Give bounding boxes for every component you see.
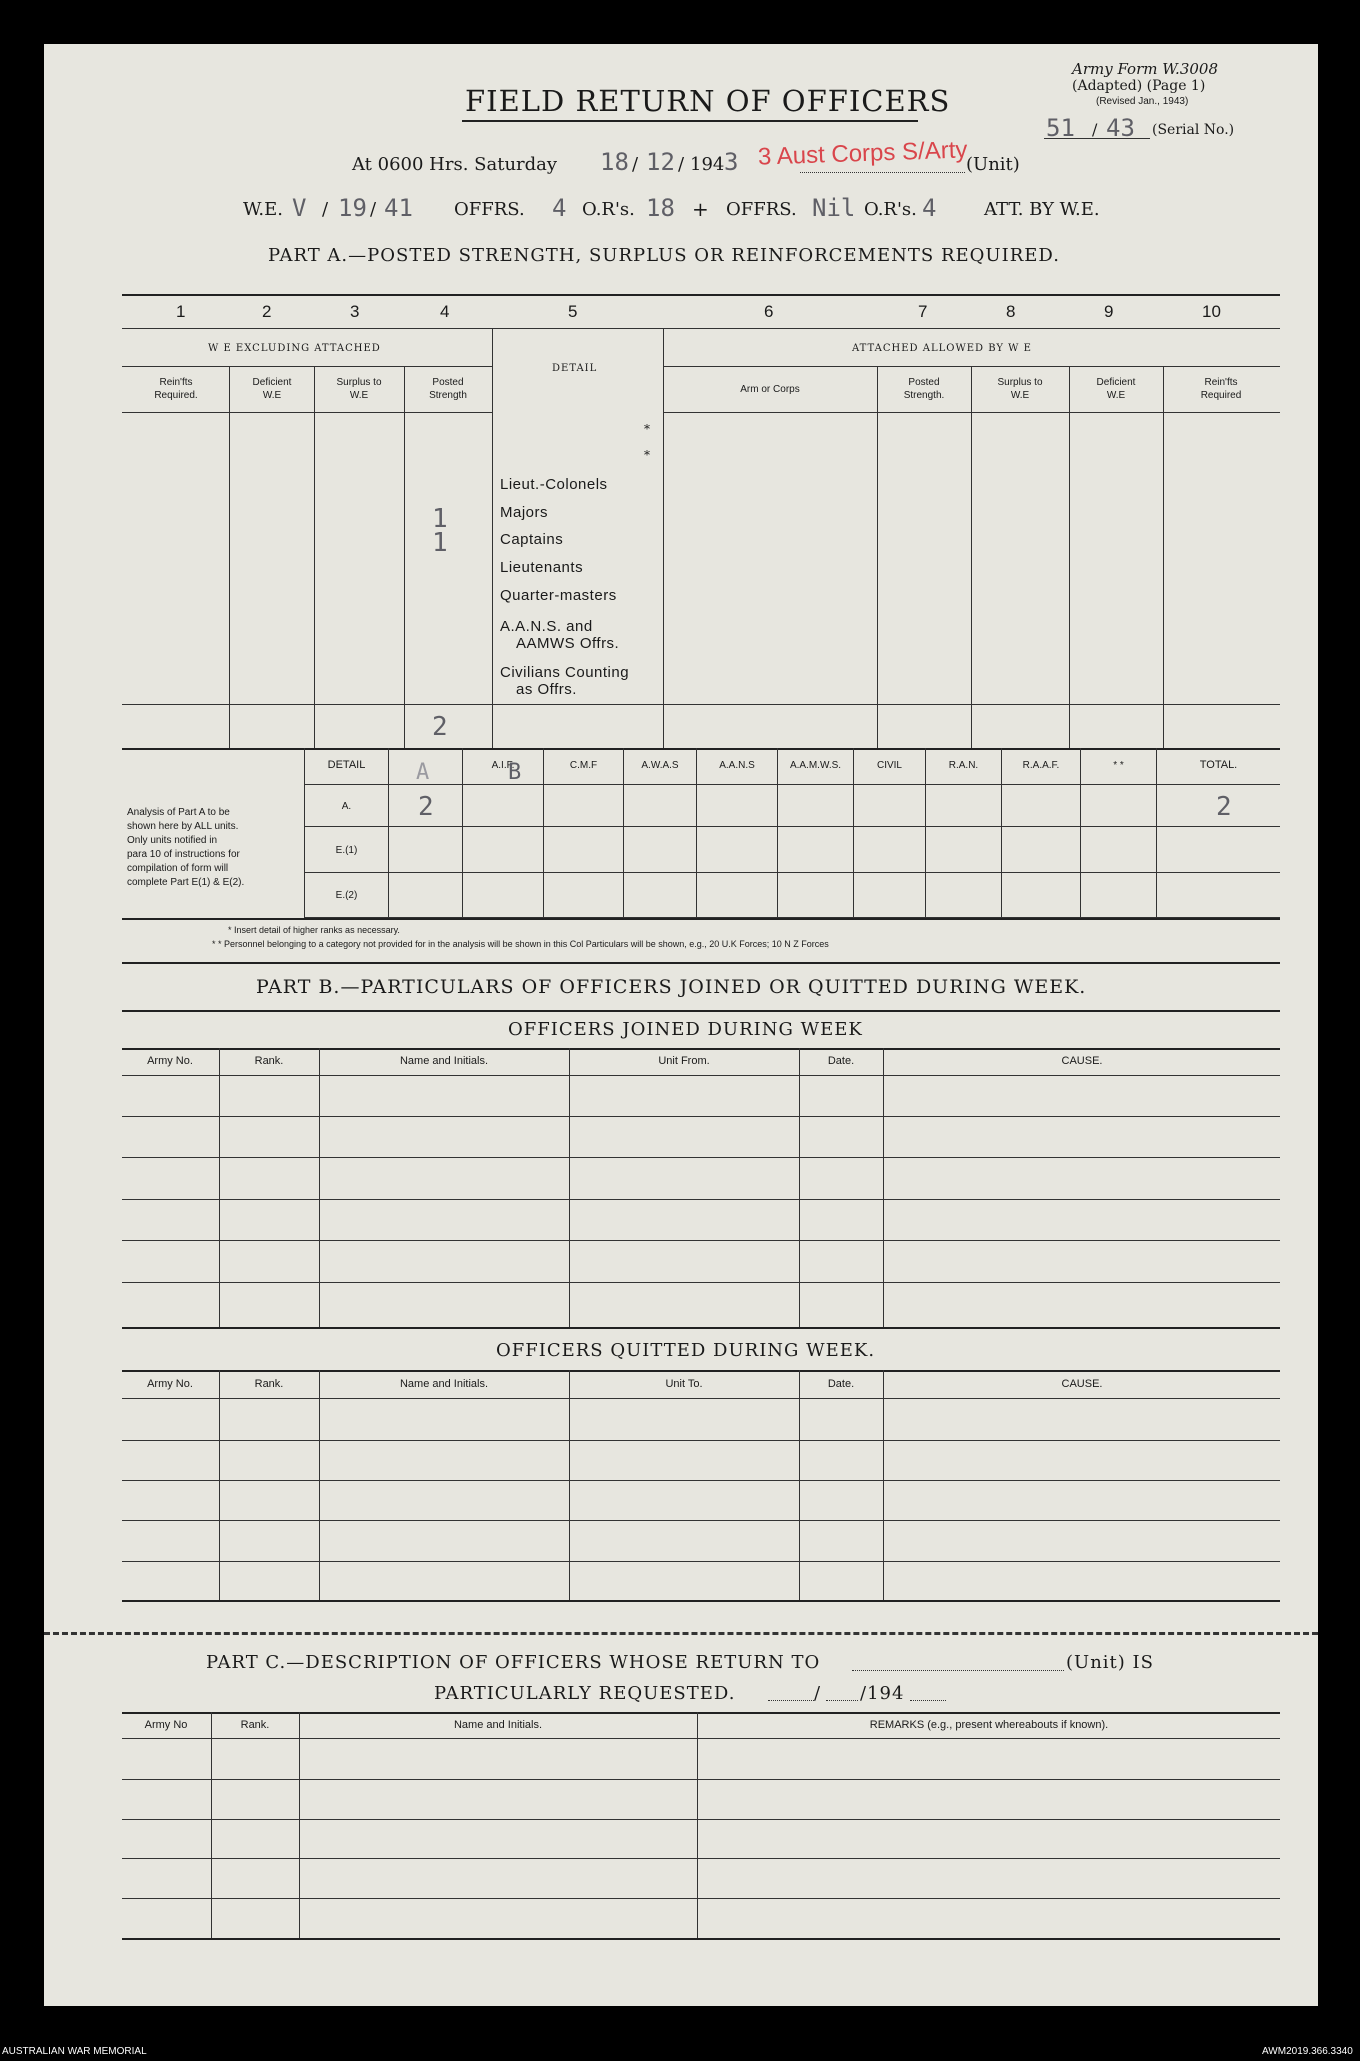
col-number-7: 7 [918,302,928,321]
an-row-e2: E.(2) [335,890,358,901]
an-hdr-awas: A.W.A.S [641,760,679,771]
ors2-label: O.R's. [864,199,917,220]
an-row-e1: E.(1) [335,845,358,856]
an-hdr-ran: R.A.N. [948,760,979,771]
unit-label: (Unit) [966,154,1020,175]
date-day: 18 [600,148,629,176]
joined-col-date: Date. [827,1055,855,1067]
an-a-value: 2 [418,792,434,822]
form-title: FIELD RETURN OF OFFICERS [465,84,951,118]
col-posted-strength: Posted Strength [429,377,467,401]
quitted-title: OFFICERS QUITTED DURING WEEK. [496,1340,876,1361]
col-number-8: 8 [1006,302,1016,321]
partc-col-remarks: REMARKS (e.g., present whereabouts if known). [869,1719,1109,1731]
ors2-value: 4 [922,194,937,222]
an-hdr-aamws: A.A.M.W.S. [789,760,842,771]
rank-lieutenants: Lieutenants [500,559,584,576]
part-c-line2-prefix: PARTICULARLY REQUESTED. [434,1683,736,1704]
date-month: 12 [646,148,675,176]
quitted-col-army-no: Army No. [147,1378,193,1390]
posted-total: 2 [432,712,448,742]
serial-value-a: 51 [1046,114,1075,142]
rank-aans: A.A.N.S. and [500,618,593,635]
an-hdr-detail: DETAIL [327,759,366,771]
col-number-2: 2 [262,302,272,321]
att-label: ATT. BY W.E. [984,199,1100,220]
partc-col-rank: Rank. [240,1719,270,1731]
col-att-posted-strength: Posted Strength. [903,377,945,401]
offrs-value: 4 [552,194,567,222]
part-a-heading: PART A.—POSTED STRENGTH, SURPLUS OR REINFORCEMENTS REQUIRED. [268,245,1060,266]
joined-col-army-no: Army No. [147,1055,193,1067]
plus-sign: + [692,197,709,221]
col-number-5: 5 [568,302,578,321]
serial-sep: / [1092,120,1098,139]
quitted-col-rank: Rank. [254,1378,284,1390]
an-hdr-civil: CIVIL [876,760,902,771]
col-reinfts-required: Rein'fts Required. [154,377,198,401]
an-hdr-aans: A.A.N.S [719,760,755,771]
joined-col-cause: CAUSE. [1061,1055,1103,1067]
we-c: 41 [384,194,413,222]
part-c-line2-year: /194 [860,1683,905,1704]
we-label: W.E. [243,199,283,220]
an-hdr-total: TOTAL. [1199,759,1238,771]
rank-lieut-colonels: Lieut.-Colonels [500,476,608,493]
we-a: V [292,194,307,222]
col-surplus-we: Surplus to W.E [336,377,382,401]
ors-value: 18 [646,194,675,222]
serial-label: (Serial No.) [1152,122,1235,138]
rank-civilians: Civilians Counting [500,664,630,681]
date-year-digit: 3 [724,148,739,176]
col-number-3: 3 [350,302,360,321]
form-ref-line2: (Adapted) (Page 1) [1072,78,1206,94]
asterisk-2: * [644,448,650,462]
group-left-header: W E EXCLUDING ATTACHED [208,343,381,354]
col-number-9: 9 [1104,302,1114,321]
unit-stamp: 3 Aust Corps S/Arty [757,136,968,171]
serial-value-b: 43 [1106,114,1135,142]
part-b-heading: PART B.—PARTICULARS OF OFFICERS JOINED OR QUITTED DURING WEEK. [256,976,1087,998]
col-number-1: 1 [176,302,186,321]
col-deficient-we: Deficient W.E [252,377,292,401]
joined-col-unit-from: Unit From. [658,1055,710,1067]
rank-quarter-masters: Quarter-masters [500,587,617,604]
perforation-line [44,1632,1318,1635]
quitted-col-date: Date. [827,1378,855,1390]
joined-col-rank: Rank. [254,1055,284,1067]
quitted-col-unit-to: Unit To. [665,1378,703,1390]
rank-majors: Majors [500,504,549,521]
date-year-prefix: 194 [690,154,725,175]
col-number-6: 6 [764,302,774,321]
joined-title: OFFICERS JOINED DURING WEEK [508,1019,863,1040]
rank-civilians-2: as Offrs. [516,681,577,698]
footer-institution: AUSTRALIAN WAR MEMORIAL [2,2046,147,2057]
offrs-label: OFFRS. [454,199,525,220]
asterisk-1: * [644,422,650,436]
partc-col-army-no: Army No [144,1719,188,1731]
footer-accession-number: AWM2019.366.3340 [1262,2046,1353,2057]
footnote-2: * * Personnel belonging to a category not provided for in the analysis will be shown in this Col Particulars will be shown, e.g., 20 U.K Forces; 10 N Z Forces [212,939,829,949]
an-hdr-b-handwritten: B [508,760,522,785]
offrs2-label: OFFRS. [726,199,797,220]
an-hdr-other: * * [1113,760,1124,771]
an-hdr-cmf: C.M.F [569,760,598,771]
offrs2-value: Nil [812,194,856,222]
quitted-col-name: Name and Initials. [399,1378,489,1390]
an-total-value: 2 [1216,792,1232,822]
posted-majors: 1 [432,504,448,534]
group-right-header: ATTACHED ALLOWED BY W E [852,343,1032,354]
at-line-prefix: At 0600 Hrs. Saturday [352,154,558,175]
ors-label: O.R's. [582,199,635,220]
detail-header: DETAIL [552,363,598,374]
an-hdr-a-handwritten: A [416,760,430,785]
scanned-document-viewer: Army Form W.3008 (Adapted) (Page 1) (Revised Jan., 1943) 51 / 43 (Serial No.) FIELD RETURN OF OFFICERS At 0600 Hrs. Saturday 18 / 12 / 194 3 3 Aust Corps S/Arty (Unit) W.E. V / 19 / 41 OFFRS. 4 O.R's. 18 + OFFRS. Nil O.R's. 4 ATT. BY W.E. PART A.—POSTED STRENGTH, SURPLUS OR REINFORCEMENTS REQUIRED. 1 2 3 4 5 6 7 8 9 10 W E EXCLUDING ATTACHED ATTACHED ALLOWED BY W E DETAIL Rein'fts Required. Deficient W.E Surplus to W.E Posted Strength Arm or Corps Posted Strength. Surplus to W.E Deficient W.E Rein'fts Required * * Lieut.-Colonels Majors Captains Lieutenants Quarter-masters A.A.N.S. and AAMWS Offrs. Civilians Counting as Offrs. 1 1 2 DETAIL A A.I.F. B C.M.F A.W.A.S A.A.N.S A.A.M.W.S. CIVIL R.A.N. R.A.A.F. * * TOTAL. A. E.(1) E.(2) 2 2 Analysis of Part A to be shown here by ALL units. Only units notified in para 10 of instructions for compilation of form will complete Part E(1) & E(2). * Insert detail of higher ranks as necessary. * * Personnel belonging to a category not provided for in the analysis will be shown in this Col Particulars will be shown, e.g., 20 U.K Forces; 10 N Z Forces PART B.—PARTICULARS OF OFFICERS JOINED OR QUITTED DURING WEEK. OFFICERS JOINED DURING WEEK Army No. Rank. Name and Initials. Unit From. Date. CAUSE. OFFICERS QUITTED DURING WEEK. Army No. Rank. Name and Initials. Unit To. Date. CAUSE. PART C.—DESCRIPTION OF OFFICERS WHOSE RETURN TO (Unit) IS PARTICULARLY REQUESTED. / /194 Army No Rank. Name and Initials. REMARKS (e.g., present whereabouts if known). AUSTRALIAN WAR MEMORIAL AWM2019.366.3340 [0,0,1360,2061]
col-att-deficient-we: Deficient W.E [1096,377,1136,401]
an-row-a: A. [341,801,352,812]
quitted-col-cause: CAUSE. [1061,1378,1103,1390]
an-hdr-aif: A.I.F. [491,760,515,771]
part-c-line1-suffix: (Unit) IS [1066,1652,1154,1673]
an-hdr-raaf: R.A.A.F. [1022,760,1060,771]
joined-col-name: Name and Initials. [399,1055,489,1067]
col-number-10: 10 [1202,302,1221,321]
col-att-reinfts-required: Rein'fts Required [1200,377,1242,401]
part-c-line1-prefix: PART C.—DESCRIPTION OF OFFICERS WHOSE RETURN TO [206,1652,821,1673]
footnote-1: * Insert detail of higher ranks as necessary. [228,925,400,935]
partc-col-name: Name and Initials. [453,1719,543,1731]
form-ref-line1: Army Form W.3008 [1072,60,1218,78]
rank-captains: Captains [500,531,564,548]
col-number-4: 4 [440,302,450,321]
rank-aamws: AAMWS Offrs. [516,635,620,652]
posted-captains: 1 [432,528,448,558]
we-b: 19 [338,194,367,222]
analysis-note: Analysis of Part A to be shown here by ALL units. Only units notified in para 10 of instructions for compilation of form will complete Part E(1) & E(2). [127,807,245,888]
form-ref-line3: (Revised Jan., 1943) [1096,96,1189,107]
col-arm-or-corps: Arm or Corps [740,384,800,395]
col-att-surplus-we: Surplus to W.E [997,377,1043,401]
